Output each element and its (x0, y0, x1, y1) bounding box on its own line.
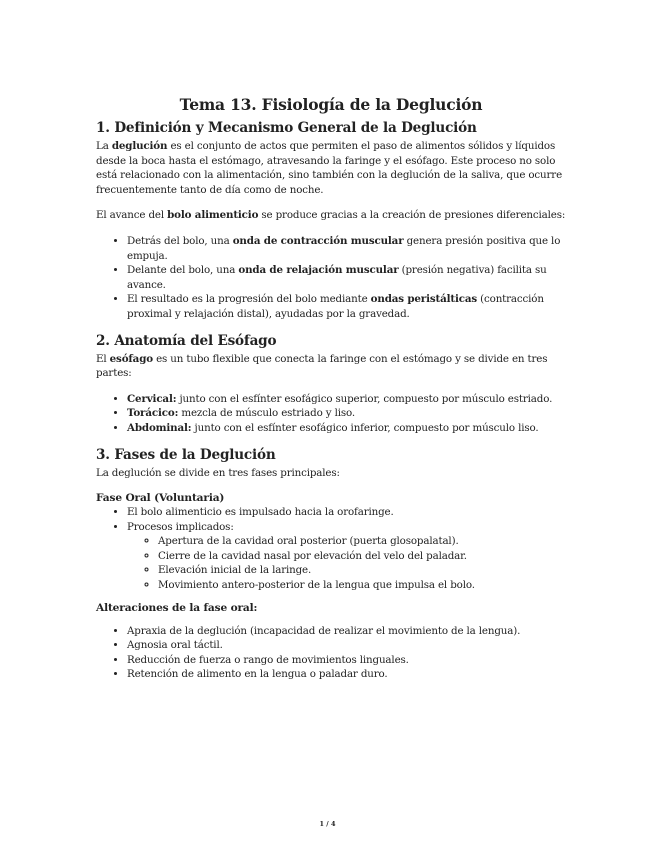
list-item (127, 392, 566, 407)
document-page (96, 95, 566, 682)
text: El (96, 352, 110, 365)
text: es un tubo flexible que conecta la faringe con el estómago y se divide en tres partes: (96, 352, 548, 380)
text: mezcla de músculo estriado y liso. (178, 407, 355, 420)
text: junto con el esfínter esofágico superior, compuesto por músculo estriado. (176, 392, 553, 405)
text: Delante del bolo, una (127, 264, 239, 277)
bold-term: Torácico: (127, 407, 179, 420)
text: junto con el esfínter esofágico inferior, compuesto por músculo liso. (191, 421, 539, 434)
bold-term: deglución (111, 140, 168, 152)
bold-term: onda de relajación muscular (238, 264, 399, 277)
text: La (96, 140, 112, 152)
list-item (127, 292, 566, 321)
text: (presión negativa) facilita su avance. (127, 264, 547, 291)
text: El resultado es la progresión del bolo mediante (127, 293, 371, 306)
list-item: • Retención de alimento en la lengua o paladar duro. (127, 667, 566, 682)
list-item: • Agnosia oral táctil. (127, 638, 566, 653)
page-number: 1 / 4 (319, 820, 336, 828)
list-item (127, 263, 566, 292)
list-item (127, 234, 566, 263)
section-2-paragraph (96, 352, 566, 381)
bold-term: ondas peristálticas (370, 293, 478, 306)
sublist-item: ◦ Apertura de la cavidad oral posterior (puerta glosopalatal). (158, 534, 566, 549)
text: Detrás del bolo, una (127, 234, 233, 247)
list-item: • Reducción de fuerza o rango de movimientos linguales. (127, 653, 566, 668)
text: es el conjunto de actos que permiten el paso de alimentos sólidos y líquidos desde la boca hasta el estómago, atravesando la faringe y el esófago. Este proceso no solo está relacionado con la alimentación, sino también con la deglución de la saliva, que ocurre frecuentemente tanto de día como de noche. (96, 140, 563, 196)
oral-process-sublist (127, 534, 566, 592)
section-1-paragraph-1 (96, 139, 566, 197)
bold-term: onda de contracción muscular (232, 234, 404, 247)
section-3-heading: 3. Fases de la Deglución (96, 446, 276, 463)
list-item (127, 421, 566, 436)
section-3-intro: La deglución se divide en tres fases principales: (96, 466, 340, 479)
section-1-list (96, 234, 566, 322)
section-2-list (96, 392, 566, 436)
section-2-heading: 2. Anatomía del Esófago (96, 332, 277, 349)
list-item: • Apraxia de la deglución (incapacidad de realizar el movimiento de la lengua). (127, 624, 566, 639)
list-item: • El bolo alimenticio es impulsado hacia la orofaringe. (127, 505, 566, 520)
bold-term: esófago (109, 352, 153, 365)
document-title: Tema 13. Fisiología de la Deglución (179, 95, 483, 114)
sublist-item: ◦ Movimiento antero-posterior de la lengua que impulsa el bolo. (158, 578, 566, 593)
sublist-item: ◦ Cierre de la cavidad nasal por elevación del velo del paladar. (158, 549, 566, 564)
sublist-item: ◦ Elevación inicial de la laringe. (158, 563, 566, 578)
list-item (127, 406, 566, 421)
text: (contracción proximal y relajación distal), ayudadas por la gravedad. (127, 293, 544, 320)
list-item (127, 520, 566, 593)
oral-alterations-list (96, 624, 566, 682)
text: se produce gracias a la creación de presiones diferenciales: (258, 209, 566, 222)
oral-phase-list (96, 505, 566, 593)
section-1-heading: 1. Definición y Mecanismo General de la Deglución (96, 120, 477, 136)
section-1-paragraph-2 (96, 208, 566, 223)
text: El avance del (96, 209, 168, 222)
oral-alterations-heading: Alteraciones de la fase oral: (96, 601, 258, 614)
bold-term: Abdominal: (127, 421, 192, 434)
bold-term: bolo alimenticio (167, 209, 259, 222)
oral-phase-heading: Fase Oral (Voluntaria) (96, 492, 225, 505)
bold-term: Cervical: (127, 392, 177, 405)
text: genera presión positiva que lo empuja. (127, 234, 561, 262)
text: Procesos implicados: (127, 520, 234, 533)
